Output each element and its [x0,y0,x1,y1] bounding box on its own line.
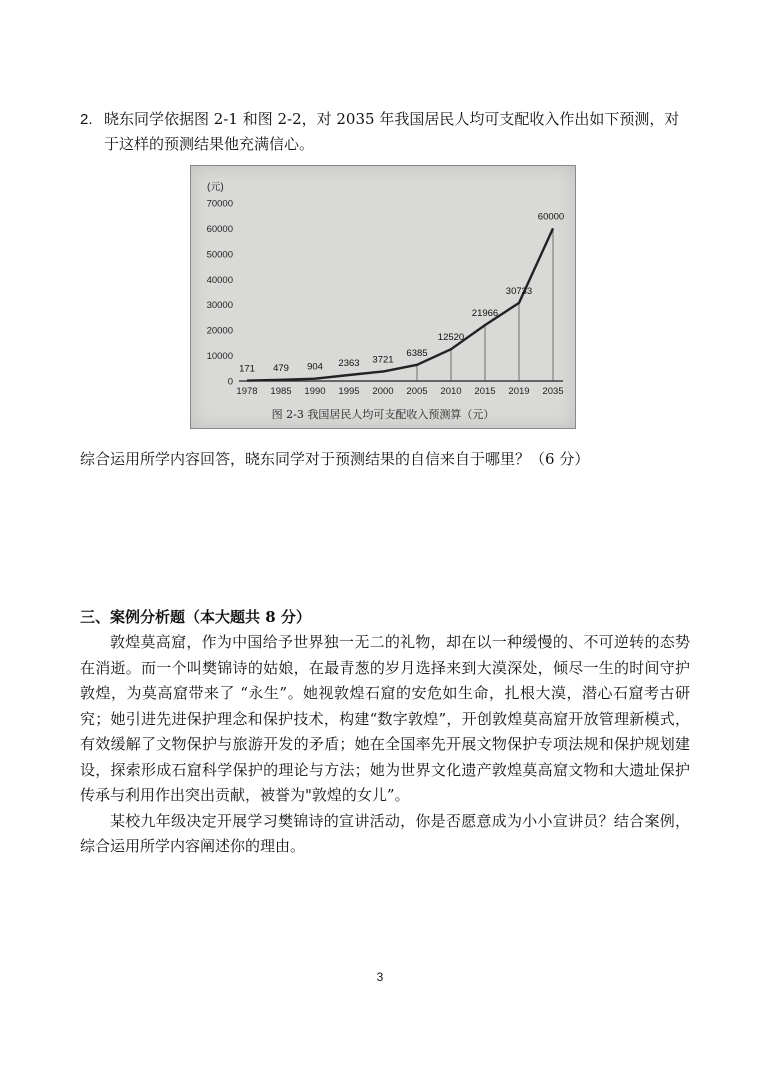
data-label: 2363 [338,357,360,369]
data-label: 60000 [537,211,565,223]
y-tick-label: 50000 [206,249,233,261]
x-tick-label: 2035 [542,386,564,397]
case-paragraph-2: 某校九年级决定开展学习樊锦诗的宣讲活动，你是否愿意成为小小宣讲员？结合案例，综合运用所学内容阐述你的理由。 [80,811,690,855]
x-tick-label: 2015 [474,386,496,397]
data-label: 3721 [372,354,394,366]
chart-caption: 图 2-3 我国居民人均可支配收入预测算（元） [271,408,495,421]
x-tick-label: 1990 [304,386,326,397]
y-tick-label: 60000 [206,223,233,235]
question-prompt: 综合运用所学内容回答，晓东同学对于预测结果的自信来自于哪里？（6 分） [80,450,590,468]
y-tick-label: 70000 [206,198,233,210]
data-label: 6385 [406,347,428,359]
page-number: 3 [376,970,384,984]
x-tick-label: 2005 [406,386,428,397]
question-number: 2. [80,111,93,128]
y-tick-label: 20000 [206,325,233,337]
x-tick-label: 2019 [508,386,530,397]
data-label: 30733 [505,285,533,297]
x-tick-label: 1995 [338,386,360,397]
section-title: 三、案例分析题（本大题共 8 分） [80,608,311,626]
x-tick-label: 2010 [440,386,462,397]
chart-svg [191,166,575,428]
series-line [247,228,553,380]
case-paragraph-1: 敦煌莫高窟，作为中国给予世界独一无二的礼物，却在以一种缓慢的、不可逆转的态势在消逝。而一个叫樊锦诗的姑娘，在最青葱的岁月选择来到大漠深处，倾尽一生的时间守护敦煌，为莫高窟带来了 “永生”。她视敦煌石窟的安危如生命，扎根大漠，潜心石窟考古研 究；她引进先进保护理念和保护技术，构建“数字敦煌”，开创敦煌莫高窟开放管理新模式，有效缓解了文物保护与旅游开发的矛盾；她在全国率先开展文物保护专项法规和保护规划建 设，探索形成石窟科学保护的理论与方法；她为世界文化遗产敦煌莫高窟文物和大遗址保护 传承与利用作出突出贡献，被誉为"敦煌的女儿”。 [80,633,690,804]
x-tick-label: 1985 [270,386,292,397]
y-tick-label: 30000 [206,300,233,312]
case-text [80,630,690,860]
x-tick-label: 2000 [372,386,394,397]
data-label: 21966 [471,308,499,320]
x-tick-label: 1978 [236,386,258,397]
income-chart [190,165,576,429]
question-2 [80,107,690,157]
y-axis-unit: (元) [207,182,224,193]
y-tick-label: 10000 [206,351,233,363]
data-label: 479 [273,362,289,374]
y-tick-label: 40000 [206,274,233,286]
question-text: 晓东同学依据图 2-1 和图 2-2，对 2035 年我国居民人均可支配收入作出如下预测，对于这样的预测结果他充满信心。 [104,110,680,153]
data-label: 904 [307,361,323,373]
data-label: 12520 [437,332,465,344]
data-label: 171 [239,363,255,375]
y-tick-label: 0 [227,376,233,388]
